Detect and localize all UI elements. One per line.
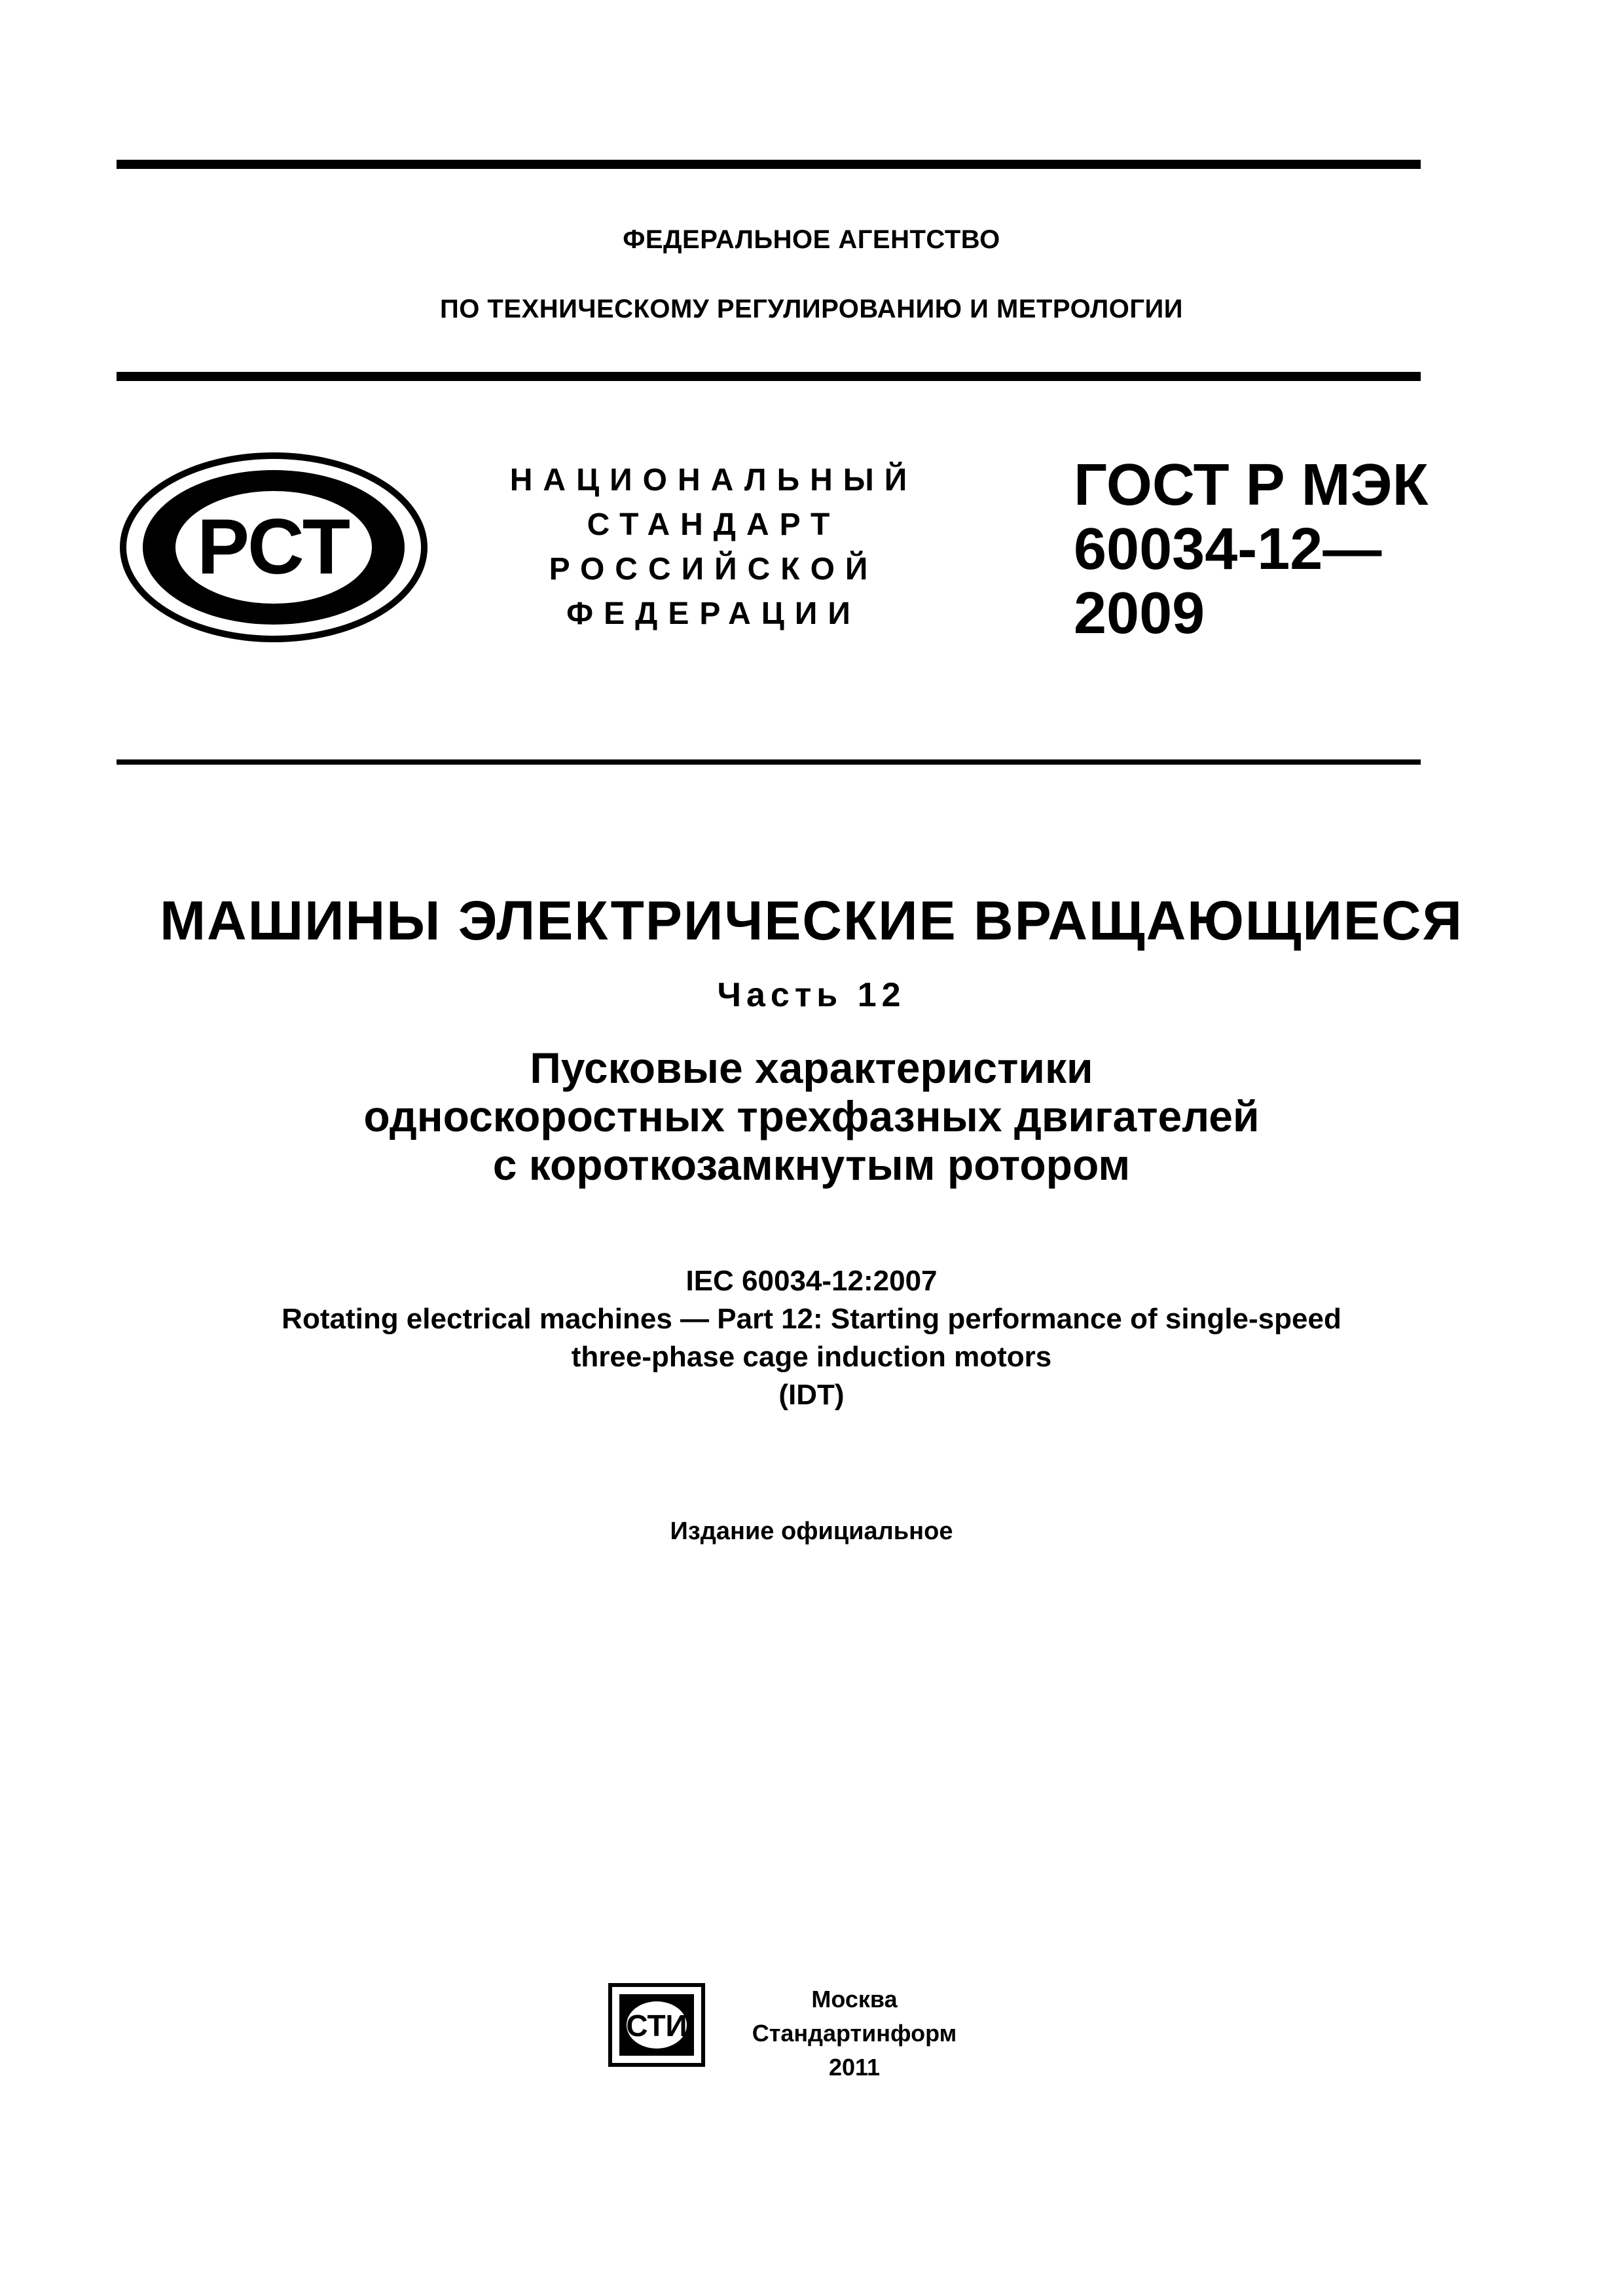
document-title: МАШИНЫ ЭЛЕКТРИЧЕСКИЕ ВРАЩАЮЩИЕСЯ [160, 890, 1463, 951]
standard-type-line-2: СТАНДАРТ [587, 507, 841, 542]
publisher-logo [608, 1982, 706, 2068]
english-title-line-2: three-phase cage induction motors [571, 1341, 1052, 1373]
english-title-line-1: Rotating electrical machines — Part 12: Starting performance of single-speed [282, 1303, 1341, 1335]
publisher-logo-text: СТИ [626, 2009, 687, 2043]
subtitle-line-3: с короткозамкнутым ротором [492, 1140, 1131, 1189]
header-bottom-rule [117, 759, 1421, 765]
agency-line-1: ФЕДЕРАЛЬНОЕ АГЕНТСТВО [623, 225, 1000, 254]
rst-logo-text: РСТ [196, 503, 351, 591]
standard-type-line-4: ФЕДЕРАЦИИ [566, 596, 861, 631]
standard-type-line-1: НАЦИОНАЛЬНЫЙ [509, 463, 918, 498]
rst-logo [117, 449, 431, 646]
standard-type-line-3: РОССИЙСКОЙ [549, 552, 879, 587]
agency-line-2: ПО ТЕХНИЧЕСКОМУ РЕГУЛИРОВАНИЮ И МЕТРОЛОГИИ [439, 295, 1184, 323]
publisher-info [746, 1982, 962, 2085]
standard-designation [1074, 453, 1429, 646]
top-rule [117, 160, 1421, 169]
english-reference [0, 1262, 1623, 1414]
standard-type [458, 458, 969, 636]
subtitle-line-1: Пусковые характеристики [530, 1044, 1093, 1092]
edition-label: Издание официальное [670, 1518, 953, 1545]
subtitle-line-2: односкоростных трехфазных двигателей [363, 1092, 1260, 1140]
document-subtitle [0, 1044, 1623, 1189]
publisher-year: 2011 [828, 2054, 881, 2081]
english-title-line-3: (IDT) [778, 1379, 845, 1411]
designation-line-3: 2009 [1074, 581, 1205, 646]
designation-line-2: 60034-12— [1074, 517, 1382, 582]
iec-code: IEC 60034-12:2007 [685, 1265, 938, 1297]
agency-rule [117, 372, 1421, 381]
document-part: Часть 12 [717, 976, 906, 1014]
designation-line-1: ГОСТ Р МЭК [1074, 452, 1429, 518]
publisher-name: Стандартинформ [752, 2020, 957, 2047]
publisher-city: Москва [811, 1986, 898, 2013]
